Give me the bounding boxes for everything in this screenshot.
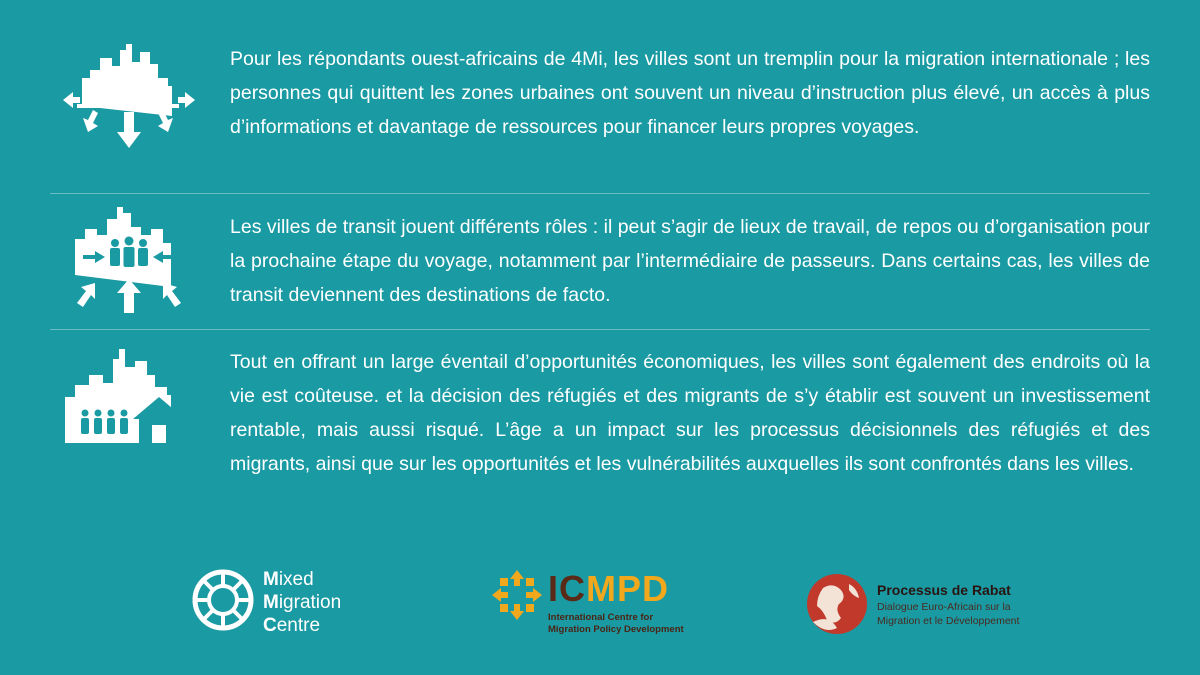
mmc-initial-2: M xyxy=(263,592,279,613)
divider-2 xyxy=(50,329,1150,330)
mmc-word-3: entre xyxy=(276,615,321,636)
city-outward-arrows-icon xyxy=(55,40,200,150)
divider-1 xyxy=(50,193,1150,194)
rabat-sub-line-1: Dialogue Euro-Africain sur la xyxy=(877,601,1011,613)
city-transit-people-icon xyxy=(55,197,200,317)
partner-logos xyxy=(0,560,1200,660)
icmpd-logo[interactable] xyxy=(492,560,712,650)
mmc-initial-1: M xyxy=(263,569,279,590)
mmc-initial-3: C xyxy=(263,615,277,636)
rabat-process-logo[interactable] xyxy=(805,560,1035,650)
icmpd-title-ic: IC xyxy=(548,568,586,609)
section-1-text: Pour les répondants ouest-africains de 4Mi, les villes sont un tremplin pour la migration internationale ; les personnes qui quittent les zones urbaines ont souvent un niveau d’instruction plus élevé, un accès à plus d’informations et davantage de ressources pour financer leurs propres voyages. xyxy=(230,48,1150,138)
icmpd-subtitle xyxy=(548,612,684,636)
mmc-word-1: ixed xyxy=(278,569,314,590)
icmpd-title xyxy=(548,570,669,608)
mmc-emblem-icon xyxy=(188,564,258,639)
rabat-sub-line-2: Migration et le Développement xyxy=(877,615,1020,627)
city-settlement-house-icon xyxy=(55,347,200,447)
icmpd-emblem-icon xyxy=(492,570,542,620)
icmpd-title-mpd: MPD xyxy=(586,568,669,609)
icmpd-sub-line-2: Migration Policy Development xyxy=(548,624,684,635)
section-2-text: Les villes de transit jouent différents rôles : il peut s’agir de lieux de travail, de repos ou d’organisation pour la prochaine étape du voyage, notamment par l’intermédiaire de passeurs. Dans certains cas, les villes de transit deviennent des destinations de facto. xyxy=(230,216,1150,306)
icmpd-sub-line-1: International Centre for xyxy=(548,612,654,623)
rabat-globe-icon xyxy=(805,568,869,640)
mmc-word-2: igration xyxy=(278,592,342,613)
rabat-title: Processus de Rabat xyxy=(877,582,1011,598)
section-3-text: Tout en offrant un large éventail d’opportunités économiques, les villes sont également des endroits où la vie est coûteuse. et la décision des réfugiés et des migrants de s’y établir est souvent un investissement rentable, mais aussi risqué. L’âge a un impact sur les processus décisionnels des réfugiés et des migrants, ainsi que sur les opportunités et les vulnérabilités auxquelles ils sont confrontés dans les villes. xyxy=(230,351,1150,475)
mmc-wordmark xyxy=(263,568,341,637)
rabat-subtitle xyxy=(877,600,1019,628)
mmc-logo[interactable] xyxy=(188,560,388,650)
